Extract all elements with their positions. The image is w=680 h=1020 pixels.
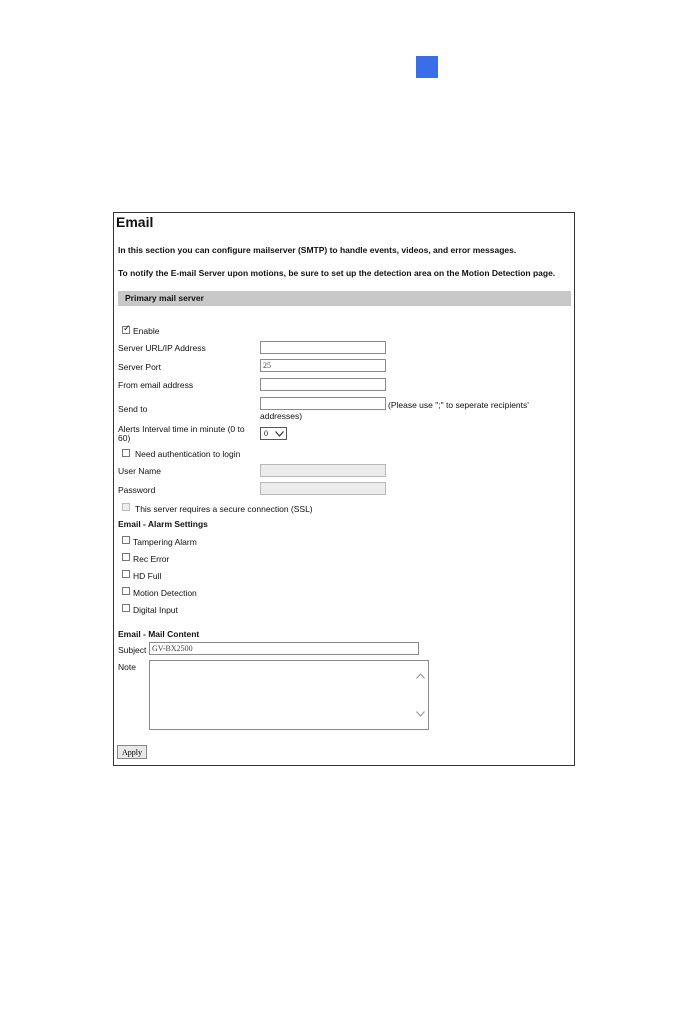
- send-to-hint: (Please use ";" to seperate recipients': [388, 400, 529, 410]
- apply-button[interactable]: Apply: [117, 745, 147, 759]
- enable-checkbox[interactable]: [122, 326, 130, 334]
- password-label: Password: [118, 485, 156, 495]
- send-to-label: Send to: [118, 404, 148, 414]
- section-label: Primary mail server: [125, 293, 204, 303]
- alerts-interval-label-continued: 60): [118, 433, 131, 443]
- subject-input[interactable]: GV-BX2500: [149, 642, 419, 655]
- motion-detection-label: Motion Detection: [133, 588, 197, 598]
- tampering-alarm-label: Tampering Alarm: [133, 537, 197, 547]
- alerts-interval-value: 0: [264, 429, 268, 438]
- note-label: Note: [118, 662, 136, 672]
- ssl-checkbox[interactable]: [122, 503, 130, 511]
- note-textarea[interactable]: [149, 660, 429, 730]
- page-marker-square: [416, 56, 438, 78]
- tampering-alarm-checkbox[interactable]: [122, 536, 130, 544]
- mail-content-heading: Email - Mail Content: [118, 629, 200, 639]
- motion-detection-checkbox[interactable]: [122, 587, 130, 595]
- send-to-input[interactable]: [260, 397, 386, 410]
- hd-full-label: HD Full: [133, 571, 162, 581]
- send-to-hint-continued: addresses): [260, 411, 303, 421]
- alerts-interval-select[interactable]: [260, 427, 287, 440]
- hd-full-checkbox[interactable]: [122, 570, 130, 578]
- user-name-input[interactable]: [260, 464, 386, 477]
- server-url-label: Server URL/IP Address: [118, 343, 206, 353]
- chevron-down-icon: [275, 431, 284, 437]
- intro-text-line-2: To notify the E-mail Server upon motions, be sure to set up the detection area on the Motion Detection page.: [118, 268, 556, 278]
- email-settings-panel: [113, 212, 575, 766]
- intro-text-line-1: In this section you can configure mailserver (SMTP) to handle events, videos, and error messages.: [118, 245, 517, 255]
- alarm-settings-heading: Email - Alarm Settings: [118, 519, 208, 529]
- alerts-interval-label: Alerts Interval time in minute (0 to: [118, 424, 245, 434]
- from-email-label: From email address: [118, 380, 194, 390]
- server-port-input[interactable]: 25: [260, 359, 386, 372]
- digital-input-label: Digital Input: [133, 605, 178, 615]
- password-input[interactable]: [260, 482, 386, 495]
- user-name-label: User Name: [118, 466, 161, 476]
- scroll-down-icon[interactable]: [416, 711, 425, 717]
- primary-mail-server-header: [118, 291, 571, 306]
- ssl-label: This server requires a secure connection (SSL): [135, 504, 313, 514]
- enable-label: Enable: [133, 326, 160, 336]
- digital-input-checkbox[interactable]: [122, 604, 130, 612]
- server-port-label: Server Port: [118, 362, 161, 372]
- page-title: Email: [116, 214, 154, 230]
- need-auth-label: Need authentication to login: [135, 449, 241, 459]
- scroll-up-icon[interactable]: [416, 673, 425, 679]
- rec-error-checkbox[interactable]: [122, 553, 130, 561]
- from-email-input[interactable]: [260, 378, 386, 391]
- server-url-input[interactable]: [260, 341, 386, 354]
- need-auth-checkbox[interactable]: [122, 449, 130, 457]
- subject-label: Subject: [118, 645, 147, 655]
- rec-error-label: Rec Error: [133, 554, 170, 564]
